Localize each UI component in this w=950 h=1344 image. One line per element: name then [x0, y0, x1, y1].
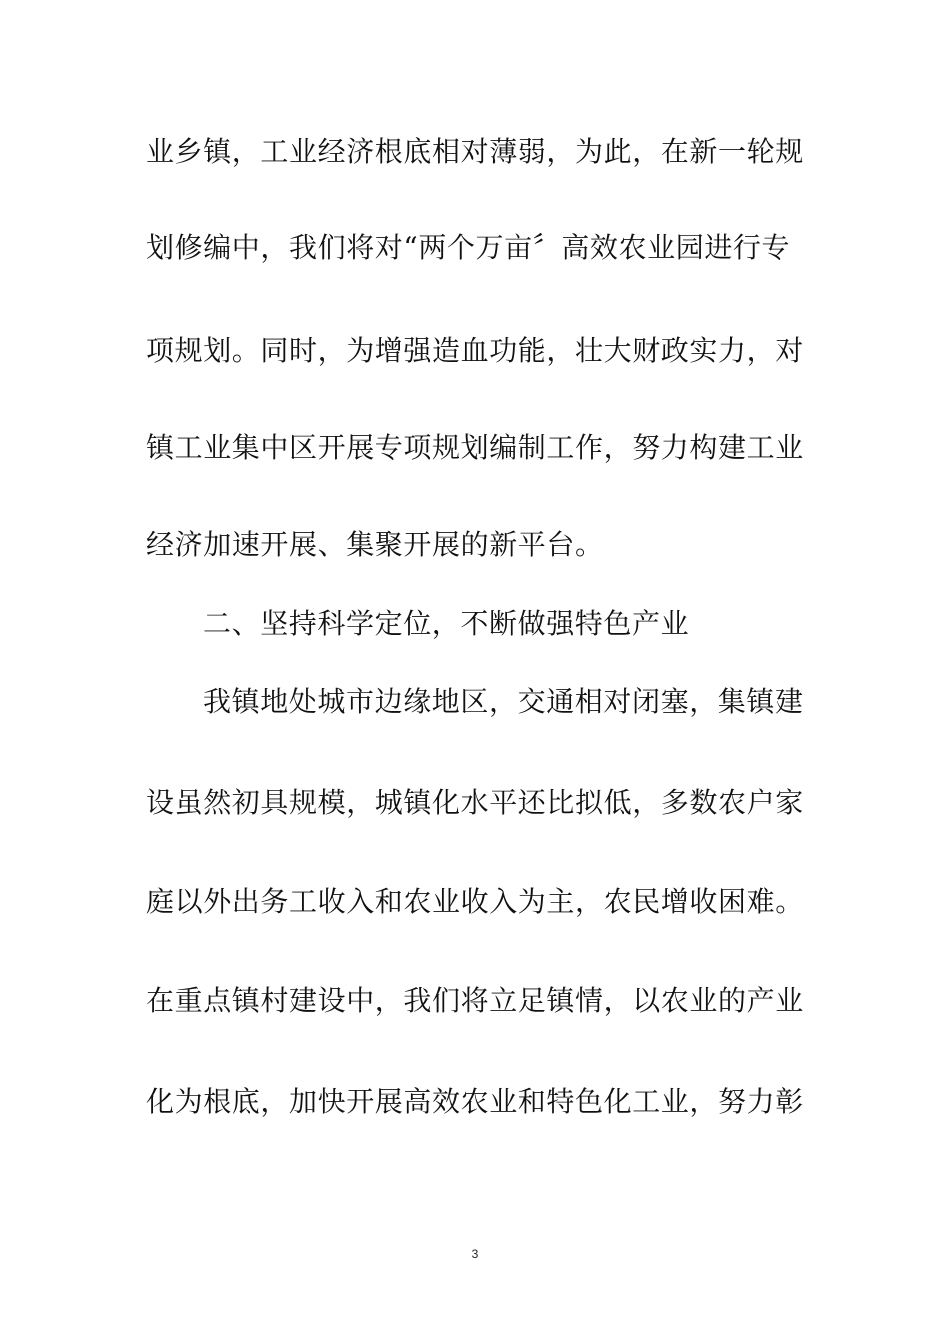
paragraph-line: 化为根底，加快开展高效农业和特色化工业，努力彰	[146, 1085, 804, 1118]
page-number: 3	[471, 1247, 479, 1261]
paragraph-line: 镇工业集中区开展专项规划编制工作，努力构建工业	[146, 431, 804, 464]
paragraph-line: 经济加速开展、集聚开展的新平台。	[146, 528, 604, 561]
paragraph-line: 业乡镇，工业经济根底相对薄弱，为此，在新一轮规	[146, 135, 804, 168]
paragraph-line: 庭以外出务工收入和农业收入为主，农民增收困难。	[146, 885, 804, 918]
paragraph-line: 划修编中，我们将对“两个万亩〞高效农业园进行专	[146, 231, 791, 264]
paragraph-line: 在重点镇村建设中，我们将立足镇情，以农业的产业	[146, 984, 804, 1017]
section-heading: 二、坚持科学定位，不断做强特色产业	[203, 607, 690, 640]
paragraph-line: 设虽然初具规模，城镇化水平还比拟低，多数农户家	[146, 786, 804, 819]
paragraph-line: 项规划。同时，为增强造血功能，壮大财政实力，对	[146, 334, 804, 367]
paragraph-line: 我镇地处城市边缘地区，交通相对闭塞，集镇建	[203, 685, 804, 718]
